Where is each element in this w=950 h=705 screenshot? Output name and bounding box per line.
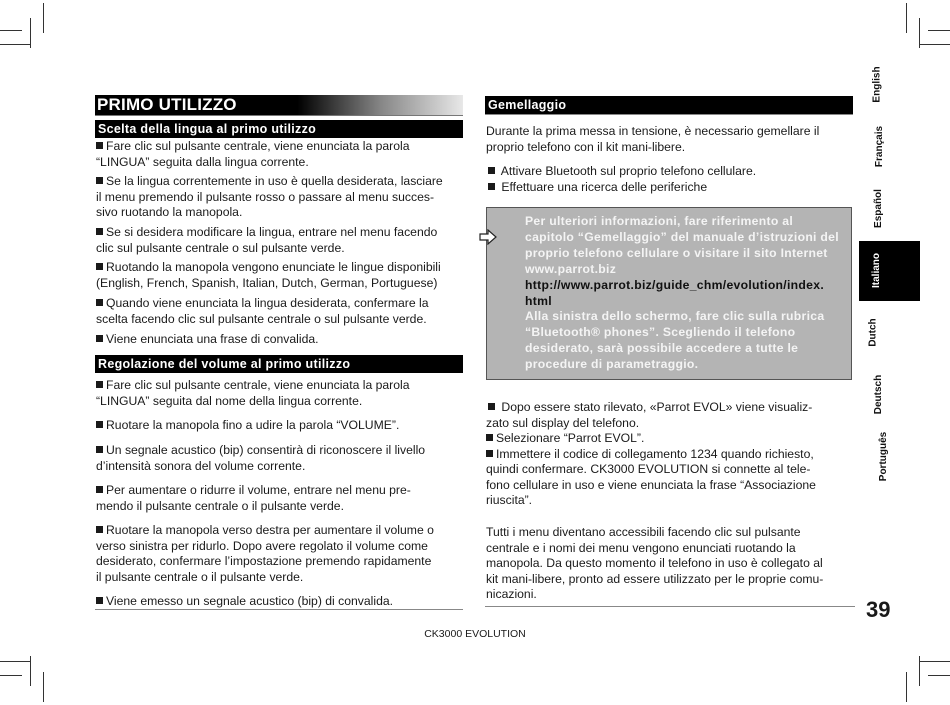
- bullet-icon: [96, 263, 103, 270]
- bullet-icon: [96, 421, 103, 428]
- bullet-icon: [96, 486, 103, 493]
- section-heading-language: Scelta della lingua al primo utilizzo: [95, 120, 463, 138]
- lang-tab-espanol[interactable]: Español: [872, 189, 884, 228]
- crop-mark: [920, 661, 950, 662]
- note-line: procedure di parametraggio.: [525, 357, 699, 371]
- paragraph: Fare clic sul pulsante centrale, viene enunciata la parola “LINGUA” seguita dal nome della lingua corrente.: [96, 378, 410, 408]
- paragraph: Fare clic sul pulsante centrale, viene enunciata la parola “LINGUA” seguita dalla lingua corrente.: [96, 139, 410, 169]
- crop-mark: [43, 3, 44, 33]
- note-line: proprio telefono cellulare o visitare il sito Internet: [525, 246, 828, 260]
- note-line: Per ulteriori informazioni, fare riferimento al: [525, 214, 794, 228]
- crop-mark: [920, 44, 950, 45]
- section-heading-volume: Regolazione del volume al primo utilizzo: [95, 355, 463, 373]
- bullet-icon: [96, 142, 103, 149]
- crop-mark: [30, 18, 31, 48]
- paragraph: Per aumentare o ridurre il volume, entrare nel menu pre- mendo il pulsante centrale o il pulsante verde.: [96, 483, 411, 513]
- paragraph: Un segnale acustico (bip) consentirà di riconoscere il livello d’intensità sonora del volume corrente.: [96, 443, 426, 473]
- note-line: capitolo “Gemellaggio” del manuale d’istruzioni del: [525, 230, 839, 244]
- bullet-icon: [488, 183, 495, 190]
- crop-mark: [928, 675, 950, 676]
- crop-mark: [30, 656, 31, 686]
- crop-mark: [906, 3, 907, 33]
- bullet-icon: [96, 335, 103, 342]
- lang-tab-english[interactable]: English: [871, 66, 883, 103]
- section-heading-pairing: Gemellaggio: [485, 96, 853, 115]
- paragraph: Ruotare la manopola verso destra per aumentare il volume o verso sinistra per ridurlo. Dopo avere regolato il volume come desiderato, confermare l’impostazione premendo rapidamente il pulsante centrale o il pulsante verde.: [96, 523, 434, 584]
- bullet-icon: [96, 177, 103, 184]
- paragraph: Viene enunciata una frase di convalida.: [96, 332, 466, 348]
- bullet-icon: [96, 526, 103, 533]
- lang-tab-deutsch[interactable]: Deutsch: [873, 374, 885, 415]
- paragraph: Tutti i menu diventano accessibili facendo clic sul pulsante centrale e i nomi dei menu vengono enunciati ruotando la manopola. Da questo momento il telefono in uso è collegato al kit mani-libere, pronto ad essere utilizzato per le proprie comu- nicazioni.: [486, 525, 824, 601]
- lang-tab-portugues[interactable]: Português: [878, 431, 890, 482]
- bullet-icon: [96, 597, 103, 604]
- note-line: desiderato, sarà possibile accedere a tutte le: [525, 341, 799, 355]
- column-rule: [485, 606, 855, 607]
- note-url: html: [525, 294, 552, 308]
- bullet-icon: [486, 434, 493, 441]
- crop-mark: [0, 44, 30, 45]
- lang-tab-francais[interactable]: Français: [874, 125, 886, 168]
- paragraph: Se si desidera modificare la lingua, entrare nel menu facendo clic sul pulsante centrale o sul pulsante verde.: [96, 225, 438, 255]
- bullet-icon: [96, 446, 103, 453]
- paragraph: Viene emesso un segnale acustico (bip) di convalida.: [96, 594, 466, 610]
- footer-product-name: CK3000 EVOLUTION: [424, 628, 526, 640]
- lang-tab-italiano[interactable]: Italiano: [871, 252, 883, 289]
- paragraph: Dopo essere stato rilevato, «Parrot EVOL» viene visualiz- zato sul display del telefono. Selezionare “Parrot EVOL”. Immettere il codice di collegamento 1234 quando richiesto, quindi confermare. CK3000 EVOLUTION si connette al tele- fono cellulare in uso e viene enunciata la frase “Associazione riuscita”.: [486, 400, 816, 507]
- crop-mark: [0, 30, 22, 31]
- bullet-icon: [488, 403, 495, 410]
- note-box: [486, 207, 852, 380]
- crop-mark: [906, 672, 907, 702]
- page-title: PRIMO UTILIZZO: [97, 95, 237, 114]
- paragraph: Se la lingua correntemente in uso è quella desiderata, lasciare il menu premendo il pulsante rosso o passare al menu succes- sivo ruotando la manopola.: [96, 174, 443, 219]
- bullet-icon: [488, 167, 495, 174]
- paragraph: Durante la prima messa in tensione, è necessario gemellare il proprio telefono con il kit mani-libere.: [486, 124, 820, 154]
- bullet-icon: [96, 299, 103, 306]
- paragraph: Attivare Bluetooth sul proprio telefono cellulare. Effettuare una ricerca delle periferiche: [488, 164, 860, 195]
- crop-mark: [928, 30, 950, 31]
- bullet-icon: [96, 228, 103, 235]
- note-url: http://www.parrot.biz/guide_chm/evolution/index.: [525, 278, 825, 292]
- paragraph: Quando viene enunciata la lingua desiderata, confermare la scelta facendo clic sul pulsante centrale o sul pulsante verde.: [96, 296, 429, 326]
- note-line: www.parrot.biz: [525, 262, 617, 276]
- arrow-right-icon: [479, 229, 497, 245]
- page-title-bar: [95, 95, 463, 116]
- lang-tab-dutch[interactable]: Dutch: [867, 318, 879, 347]
- note-line: Alla sinistra dello schermo, fare clic sulla rubrica: [525, 309, 825, 323]
- crop-mark: [0, 675, 22, 676]
- bullet-icon: [486, 450, 493, 457]
- page-number: 39: [866, 597, 891, 622]
- note-line: “Bluetooth® phones”. Scegliendo il telefono: [525, 325, 796, 339]
- column-rule: [95, 609, 463, 610]
- paragraph: Ruotando la manopola vengono enunciate le lingue disponibili (English, French, Spanish, Italian, Dutch, German, Portuguese): [96, 260, 441, 290]
- bullet-icon: [96, 381, 103, 388]
- crop-mark: [43, 672, 44, 702]
- paragraph: Ruotare la manopola fino a udire la parola “VOLUME”.: [96, 418, 466, 434]
- crop-mark: [0, 661, 30, 662]
